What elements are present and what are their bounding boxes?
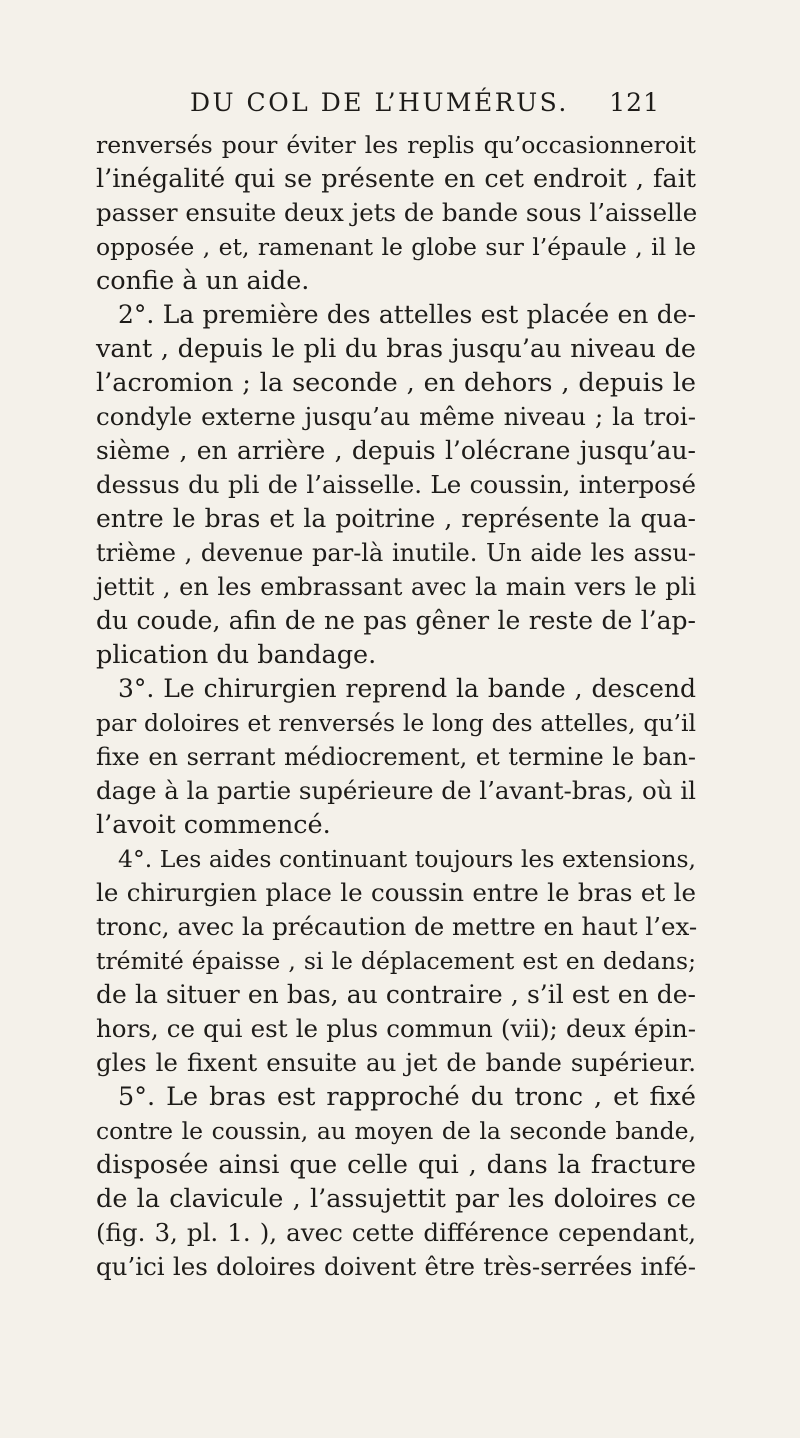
text-line: confie à un aide. [96, 266, 310, 296]
text-line: de la situer en bas, au contraire , s’il est en de- [96, 980, 696, 1009]
text-line: condyle externe jusqu’au même niveau ; la troi- [96, 402, 696, 431]
text-line: trième , devenue par-là inutile. Un aide les assu- [96, 539, 696, 567]
text-line: disposée ainsi que celle qui , dans la fracture [96, 1150, 696, 1180]
body-text [96, 128, 696, 1284]
text-line: tronc, avec la précaution de mettre en haut l’ex- [96, 912, 698, 941]
text-line: passer ensuite deux jets de bande sous l’aisselle [96, 198, 698, 227]
paragraph-start-line: 5°. Le bras est rapproché du tronc , et fixé [118, 1082, 696, 1112]
text-line: l’inégalité qui se présente en cet endroit , fait [96, 164, 696, 194]
paragraph-start-line: 4°. Les aides continuant toujours les extensions, [118, 845, 696, 873]
text-line: par doloires et renversés le long des attelles, qu’il [96, 709, 696, 737]
text-line: opposée , et, ramenant le globe sur l’épaule , il le [96, 233, 696, 261]
text-line: contre le coussin, au moyen de la seconde bande, [96, 1117, 696, 1145]
running-head: DU COL DE L’HUMÉRUS. [190, 88, 569, 117]
text-line: trémité épaisse , si le déplacement est en dedans; [96, 947, 696, 975]
text-line: renversés pour éviter les replis qu’occasionneroit [96, 131, 696, 159]
text-line: l’avoit commencé. [96, 810, 331, 840]
text-line: dage à la partie supérieure de l’avant-bras, où il [96, 776, 696, 805]
text-line: (fig. 3, pl. 1. ), avec cette différence cependant, [96, 1218, 696, 1247]
text-line: gles le fixent ensuite au jet de bande supérieur. [96, 1048, 696, 1077]
text-line: l’acromion ; la seconde , en dehors , depuis le [96, 368, 696, 398]
page-number: 121 [609, 88, 660, 117]
text-line: plication du bandage. [96, 640, 377, 670]
text-line: de la clavicule , l’assujettit par les doloires ce [96, 1184, 696, 1214]
text-line: jettit , en les embrassant avec la main vers le pli [96, 573, 696, 601]
text-line: sième , en arrière , depuis l’olécrane jusqu’au- [96, 436, 696, 465]
text-line: qu’ici les doloires doivent être très-serrées infé- [96, 1252, 696, 1281]
text-line: vant , depuis le pli du bras jusqu’au niveau de [96, 334, 696, 364]
page-header [190, 88, 660, 124]
paragraph-start-line: 3°. Le chirurgien reprend la bande , descend [118, 674, 696, 703]
text-line: fixe en serrant médiocrement, et termine le ban- [96, 743, 696, 771]
text-line: entre le bras et la poitrine , représente la qua- [96, 504, 696, 533]
paragraph-start-line: 2°. La première des attelles est placée en de- [118, 300, 696, 329]
text-line: le chirurgien place le coussin entre le bras et le [96, 878, 696, 907]
text-line: hors, ce qui est le plus commun (vii); deux épin- [96, 1014, 696, 1043]
text-line: du coude, afin de ne pas gêner le reste de l’ap- [96, 606, 696, 635]
text-line: dessus du pli de l’aisselle. Le coussin, interposé [96, 470, 696, 499]
